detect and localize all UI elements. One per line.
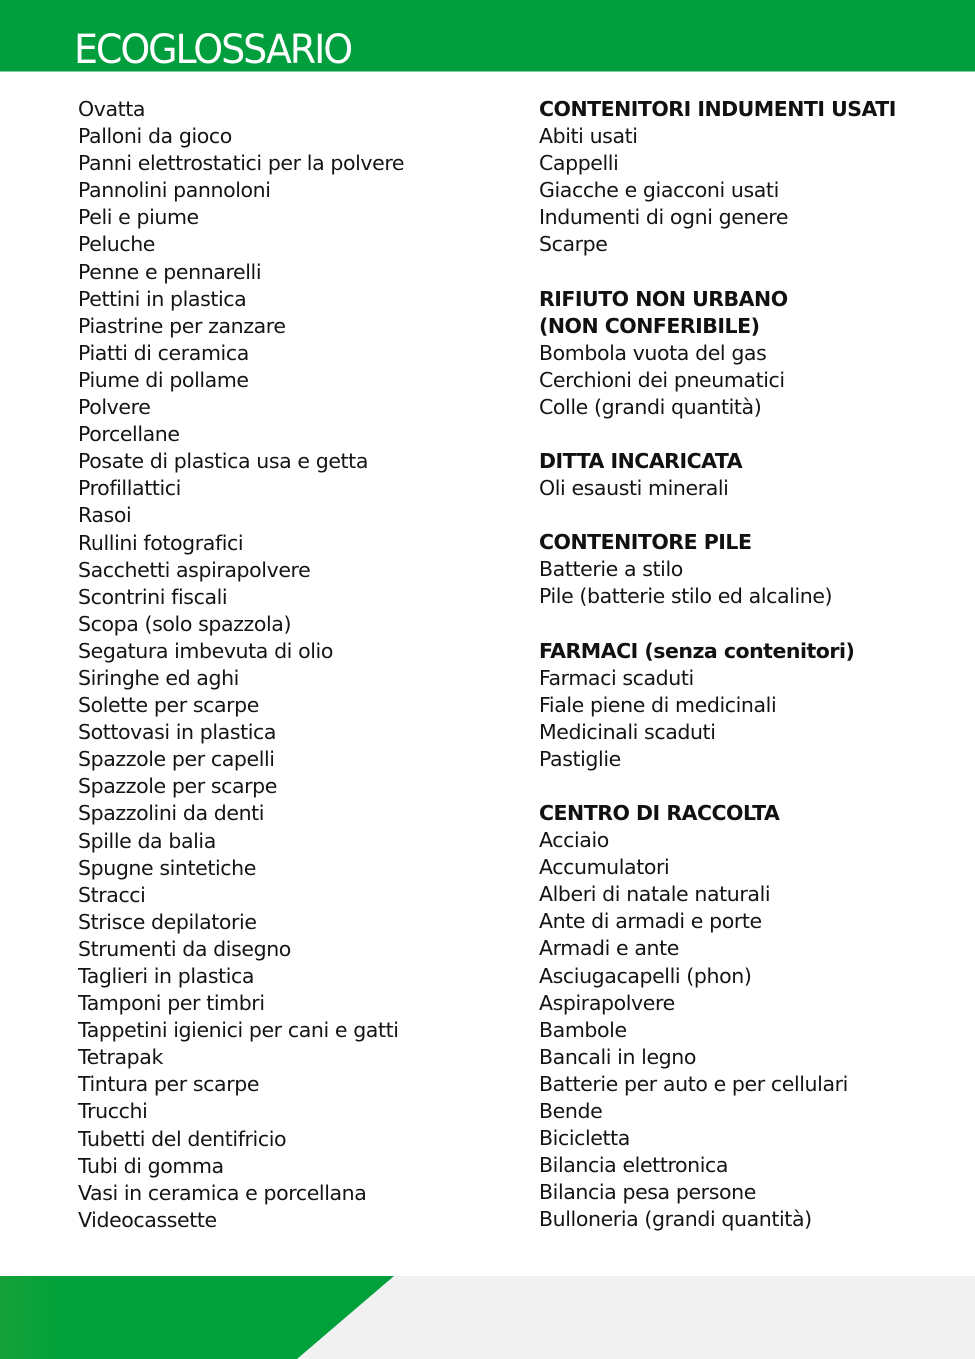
section-heading: RIFIUTO NON URBANO	[539, 286, 788, 311]
right-glossary-column	[539, 96, 959, 1260]
glossary-item: Strumenti da disegno	[78, 936, 291, 961]
glossary-item: Bombola vuota del gas	[539, 340, 767, 365]
glossary-item: Acciaio	[539, 828, 609, 853]
glossary-item: Spille da balia	[78, 828, 216, 853]
page-title: ECOGLOSSARIO	[74, 27, 352, 73]
glossary-item: Tetrapak	[78, 1045, 163, 1070]
glossary-item: Spazzole per capelli	[78, 747, 275, 772]
glossary-item: Pile (batterie stilo ed alcaline)	[539, 584, 833, 609]
glossary-item: Indumenti di ogni genere	[539, 205, 789, 230]
glossary-item: Polvere	[78, 395, 151, 420]
glossary-item: Aspirapolvere	[539, 990, 675, 1015]
glossary-item: Bulloneria (grandi quantità)	[539, 1207, 812, 1232]
glossary-item: Taglieri in plastica	[78, 964, 255, 988]
glossary-item: Accumulatori	[539, 855, 670, 880]
glossary-item: Spazzole per scarpe	[78, 774, 278, 799]
section-heading: CENTRO DI RACCOLTA	[539, 800, 780, 825]
glossary-item: Tubi di gomma	[78, 1153, 224, 1178]
glossary-item: Scopa (solo spazzola)	[78, 611, 292, 636]
glossary-item: Profillattici	[78, 476, 181, 501]
section-heading: CONTENITORE PILE	[539, 530, 752, 555]
glossary-item: Pastiglie	[539, 746, 621, 771]
glossary-item: Vasi in ceramica e porcellana	[78, 1180, 367, 1205]
section-heading: CONTENITORI INDUMENTI USATI	[539, 97, 896, 121]
glossary-item: Medicinali scaduti	[539, 719, 716, 744]
glossary-item: Sottovasi in plastica	[78, 720, 277, 745]
glossary-item: Bancali in legno	[539, 1044, 697, 1069]
glossary-section	[539, 529, 959, 610]
glossary-section	[539, 286, 959, 421]
glossary-item: Solette per scarpe	[78, 693, 260, 718]
glossary-item: Rullini fotografici	[78, 530, 244, 555]
glossary-item: Armadi e ante	[539, 936, 679, 961]
glossary-item: Bambole	[539, 1017, 627, 1042]
glossary-item: Sacchetti aspirapolvere	[78, 557, 311, 582]
glossary-section	[539, 638, 959, 773]
glossary-item: Spazzolini da denti	[78, 801, 265, 826]
glossary-item: Farmaci scaduti	[539, 665, 694, 690]
glossary-item: Piume di pollame	[78, 367, 249, 392]
glossary-item: Posate di plastica usa e getta	[78, 449, 368, 474]
glossary-item: Cappelli	[539, 151, 619, 176]
glossary-item: Piatti di ceramica	[78, 340, 249, 365]
glossary-item: Strisce depilatorie	[78, 909, 257, 934]
glossary-item: Asciugacapelli (phon)	[539, 963, 752, 988]
glossary-item: Giacche e giacconi usati	[539, 178, 779, 203]
header-banner	[0, 0, 975, 72]
glossary-item: Scontrini fiscali	[78, 584, 228, 609]
glossary-item: Tappetini igienici per cani e gatti	[78, 1018, 399, 1043]
glossary-item: Oli esausti minerali	[539, 476, 729, 501]
left-glossary-column	[78, 96, 498, 1234]
glossary-item: Cerchioni dei pneumatici	[539, 367, 785, 392]
glossary-item: Stracci	[78, 882, 146, 907]
glossary-item: Peluche	[78, 232, 156, 257]
glossary-section	[539, 96, 959, 259]
glossary-item: Segatura imbevuta di olio	[78, 638, 333, 663]
glossary-item: Bilancia pesa persone	[539, 1180, 756, 1205]
glossary-item: Batterie a stilo	[539, 557, 683, 582]
glossary-item: Scarpe	[539, 232, 608, 257]
glossary-item: Rasoi	[78, 503, 132, 528]
glossary-item: Ante di armadi e porte	[539, 909, 762, 934]
glossary-item: Bilancia elettronica	[539, 1153, 729, 1178]
glossary-section	[539, 448, 959, 502]
glossary-item: Piastrine per zanzare	[78, 313, 286, 338]
glossary-item: Videocassette	[78, 1207, 217, 1232]
glossary-item: Pettini in plastica	[78, 286, 247, 311]
glossary-item: Siringhe ed aghi	[78, 665, 239, 690]
section-heading: DITTA INCARICATA	[539, 449, 743, 474]
glossary-item: Porcellane	[78, 422, 180, 447]
glossary-item: Pannolini pannoloni	[78, 178, 271, 203]
glossary-item: Fiale piene di medicinali	[539, 692, 777, 717]
glossary-item: Palloni da gioco	[78, 124, 232, 149]
glossary-item: Trucchi	[78, 1099, 148, 1124]
glossary-item: Alberi di natale naturali	[539, 882, 771, 907]
glossary-item: Tubetti del dentifricio	[78, 1126, 287, 1151]
glossary-item: Bicicletta	[539, 1126, 630, 1151]
glossary-item: Colle (grandi quantità)	[539, 394, 762, 419]
glossary-item: Tintura per scarpe	[78, 1072, 260, 1097]
glossary-item: Batterie per auto e per cellulari	[539, 1071, 848, 1096]
footer-green-shape	[0, 1276, 975, 1359]
glossary-item: Tamponi per timbri	[78, 991, 265, 1016]
glossary-section	[539, 800, 959, 1234]
glossary-item: Peli e piume	[78, 205, 199, 230]
glossary-item: Bende	[539, 1099, 603, 1123]
glossary-item: Ovatta	[78, 97, 146, 121]
glossary-item: Penne e pennarelli	[78, 259, 262, 284]
glossary-item: Spugne sintetiche	[78, 855, 256, 880]
section-heading-line2: (NON CONFERIBILE)	[539, 313, 760, 338]
glossary-item: Abiti usati	[539, 124, 638, 149]
glossary-item: Panni elettrostatici per la polvere	[78, 151, 405, 176]
footer-band	[0, 1276, 975, 1359]
section-heading: FARMACI (senza contenitori)	[539, 638, 855, 663]
